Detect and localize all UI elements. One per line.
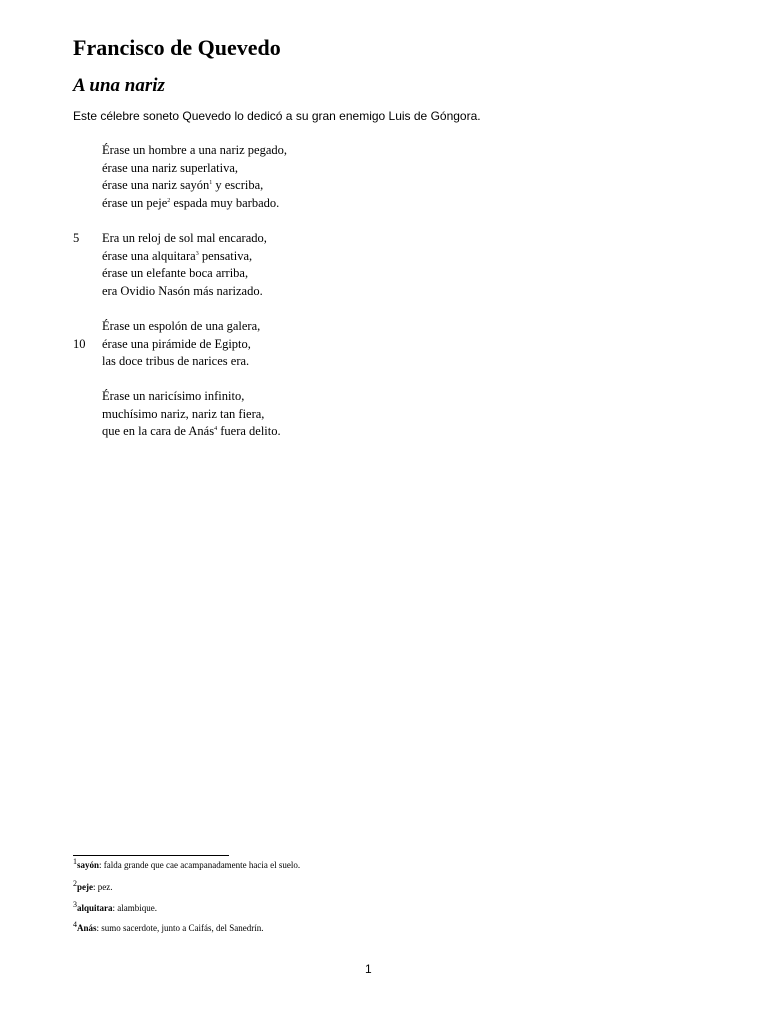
line-text-main: muchísimo nariz, nariz tan fiera, [102, 406, 265, 421]
poem-title: A una nariz [73, 75, 165, 96]
poem-line [0, 353, 768, 371]
line-text-continuation: espada muy barbado. [170, 195, 280, 210]
line-text [102, 265, 248, 283]
footnote [73, 920, 264, 933]
footnote-separator [73, 855, 229, 856]
line-text-main: érase una nariz sayón [102, 178, 210, 192]
footnote-term: Anás [77, 923, 97, 933]
line-text [102, 318, 260, 336]
footnote-marker: 4 [214, 425, 218, 432]
footnote-number: 4 [73, 920, 77, 929]
poem-line [0, 195, 768, 213]
footnote-number: 2 [73, 879, 77, 888]
line-text [102, 353, 249, 371]
line-text-main: érase un peje [102, 195, 168, 210]
line-number: 10 [73, 336, 86, 351]
stanza [0, 230, 768, 300]
line-text-main: las doce tribus de narices era. [102, 354, 250, 368]
footnote-definition: : alambique. [112, 903, 158, 913]
line-text [102, 406, 264, 424]
footnote-number: 3 [73, 900, 77, 909]
line-text-main: érase una alquitara [102, 248, 196, 263]
poem-line [0, 230, 768, 248]
footnote-number: 1 [73, 857, 77, 866]
line-text-main: Era un reloj de sol mal encarado, [102, 231, 267, 245]
poem-line [0, 160, 768, 178]
poem-line [0, 318, 768, 336]
poem-line [0, 406, 768, 424]
footnote-term: peje [77, 882, 93, 892]
line-text-continuation: y escriba, [212, 178, 264, 192]
line-text-main: era Ovidio Nasón más narizado. [102, 283, 263, 298]
line-text-main: érase una nariz superlativa, [102, 160, 239, 175]
line-text [102, 336, 251, 354]
page-number: 1 [365, 962, 372, 976]
footnote [73, 900, 158, 913]
line-text-continuation: pensativa, [198, 248, 253, 263]
stanza [0, 142, 768, 212]
line-text-main: Érase un naricísimo infinito, [102, 389, 245, 403]
line-text [102, 177, 263, 195]
footnote-marker: 3 [195, 250, 199, 257]
poem-line [0, 336, 768, 354]
line-number: 5 [73, 231, 80, 245]
poem-line [0, 423, 768, 441]
line-text [102, 283, 263, 301]
line-text [102, 248, 252, 266]
footnote-marker: 1 [209, 179, 213, 186]
footnote [73, 879, 113, 892]
poem-line [0, 283, 768, 301]
footnote-definition: : pez. [93, 882, 113, 892]
line-text [102, 388, 244, 406]
line-text [102, 230, 267, 248]
poem-line [0, 265, 768, 283]
footnote-term: alquitara [77, 903, 113, 913]
line-text-main: que en la cara de Anás [102, 424, 215, 438]
author-heading: Francisco de Quevedo [73, 35, 281, 60]
poem-line [0, 248, 768, 266]
poem-line [0, 177, 768, 195]
line-text-main: Érase un hombre a una nariz pegado, [102, 143, 287, 157]
line-text-main: Érase un espolón de una galera, [102, 319, 261, 333]
line-text [102, 160, 238, 178]
poem-line [0, 142, 768, 160]
footnote-marker: 2 [167, 197, 171, 204]
intro-paragraph: Este célebre soneto Quevedo lo dedicó a su gran enemigo Luis de Góngora. [73, 109, 481, 123]
stanza [0, 388, 768, 441]
line-text-main: érase una pirámide de Egipto, [102, 336, 251, 351]
footnote [73, 857, 301, 870]
footnote-definition: : falda grande que cae acampanadamente hacia el suelo. [99, 860, 301, 870]
line-text-main: érase un elefante boca arriba, [102, 266, 249, 280]
line-text [102, 423, 281, 441]
poem-line [0, 388, 768, 406]
line-text [102, 142, 287, 160]
line-text-continuation: fuera delito. [217, 424, 281, 438]
stanza [0, 318, 768, 371]
footnote-term: sayón [77, 860, 100, 870]
footnote-definition: : sumo sacerdote, junto a Caifás, del Sanedrín. [96, 923, 264, 933]
line-text [102, 195, 279, 213]
